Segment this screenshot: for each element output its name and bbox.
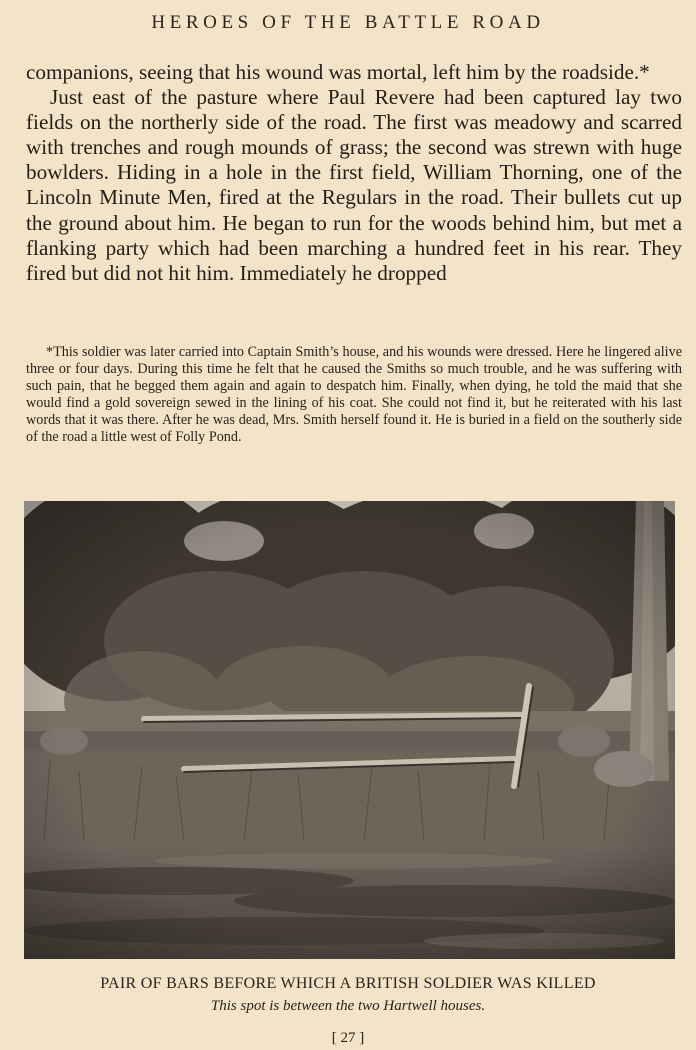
fence-photo <box>24 501 675 959</box>
footnote-text: *This soldier was later carried into Captain Smith’s house, and his wounds were dressed. Here he lingered alive three or four days. During this time he felt that he caused the Smiths so much trouble, and he was suffering with such pain, that he begged them again and again to despatch him. Finally, when dying, he told the maid that she would find a gold sovereign sewed in the lining of his coat. She could not find it, but he reiterated with his last words that it was there. After he was dead, Mrs. Smith herself found it. He is buried in a field on the southerly side of the road a little west of Folly Pond. <box>26 344 682 445</box>
paragraph-continued: companions, seeing that his wound was mortal, left him by the roadside.* <box>26 60 650 84</box>
body-text <box>26 60 682 286</box>
running-head: HEROES OF THE BATTLE ROAD <box>151 12 545 33</box>
photograph <box>24 501 675 959</box>
paragraph-thorning: Just east of the pasture where Paul Revere had been captured lay two fields on the northerly side of the road. The first was meadowy and scarred with trenches and rough mounds of grass; the second was strewn with huge bowlders. Hiding in a hole in the first field, William Thorning, one of the Lincoln Minute Men, fired at the Regulars in the road. Their bullets cut up the ground about him. He began to run for the woods behind him, but met a flanking party which had been marching a hundred feet in his rear. They fired but did not hit him. Immediately he dropped <box>26 85 682 285</box>
page-number: [ 27 ] <box>331 1030 365 1046</box>
photo-subcaption: This spot is between the two Hartwell houses. <box>210 998 486 1014</box>
footnote <box>26 344 682 445</box>
photo-caption: PAIR OF BARS BEFORE WHICH A BRITISH SOLDIER WAS KILLED <box>100 975 596 992</box>
